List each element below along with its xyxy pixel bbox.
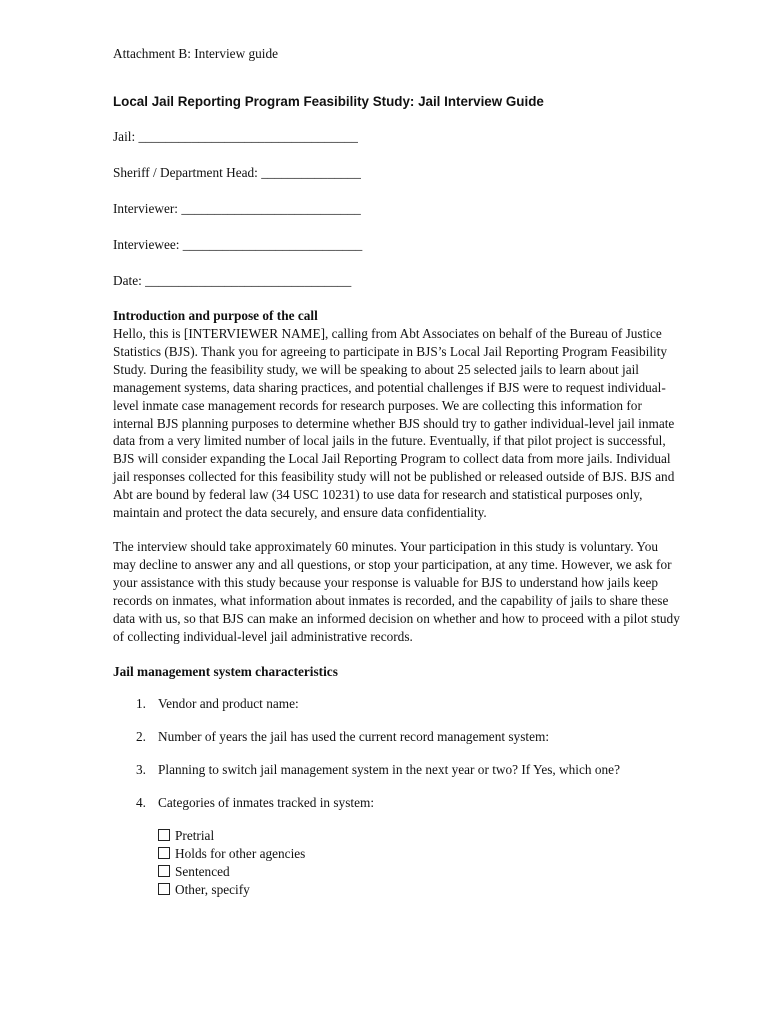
field-jail — [113, 127, 683, 147]
list-item — [113, 794, 683, 812]
question-text: Vendor and product name: — [158, 696, 299, 712]
checkbox-label: Other, specify — [175, 882, 250, 898]
field-interviewee — [113, 235, 683, 255]
checklist-item-sentenced — [158, 863, 683, 881]
question-number: 2. — [136, 729, 146, 745]
field-blank[interactable]: _______________ — [261, 165, 361, 180]
list-item — [113, 728, 683, 746]
checkbox-label: Holds for other agencies — [175, 846, 306, 862]
question-list — [113, 695, 683, 812]
checkbox-label: Sentenced — [175, 864, 230, 880]
field-label: Interviewer: — [113, 201, 178, 216]
checkbox[interactable] — [158, 865, 170, 877]
field-label: Jail: — [113, 129, 136, 144]
header-fields — [113, 127, 683, 291]
field-blank[interactable]: ___________________________ — [182, 237, 363, 252]
question-number: 4. — [136, 795, 146, 811]
field-blank[interactable]: _______________________________ — [145, 273, 352, 288]
field-label: Interviewee: — [113, 237, 180, 252]
inmate-category-checklist — [158, 827, 683, 899]
jms-heading: Jail management system characteristics — [113, 664, 338, 680]
checklist-item-holds — [158, 845, 683, 863]
field-interviewer — [113, 199, 683, 219]
field-blank[interactable]: ___________________________ — [181, 201, 361, 216]
field-date — [113, 271, 683, 291]
field-sheriff — [113, 163, 683, 183]
question-number: 1. — [136, 696, 146, 712]
question-text: Categories of inmates tracked in system: — [158, 795, 375, 811]
question-number: 3. — [136, 762, 146, 778]
question-text: Number of years the jail has used the current record management system: — [158, 729, 550, 745]
checkbox[interactable] — [158, 847, 170, 859]
document-title: Local Jail Reporting Program Feasibility Study: Jail Interview Guide — [113, 94, 544, 109]
list-item — [113, 695, 683, 713]
checklist-item-other — [158, 881, 683, 899]
intro-paragraph-2: The interview should take approximately 60 minutes. Your participation in this study is voluntary. You may decline to answer any and all questions, or stop your participation, at any time. However, we ask for your assistance with this study because your response is valuable for BJS to understand how jails keep records on inmates, what information about inmates is recorded, and the capability of jails to share these data with us, so that BJS can make an informed decision on whether and how to proceed with a pilot study of collecting individual-level jail administrative records. — [113, 538, 680, 644]
field-label: Date: — [113, 273, 142, 288]
intro-paragraph-1: Hello, this is [INTERVIEWER NAME], calling from Abt Associates on behalf of the Bureau of Justice Statistics (BJS). Thank you for agreeing to participate in BJS’s Local Jail Reporting Program Feasibility Study. During the feasibility study, we will be speaking to about 25 selected jails to learn about jail management systems, data sharing practices, and potential challenges if BJS were to request individual-level inmate case management records for research purposes. We are collecting this information for internal BJS planning purposes to determine whether BJS should try to gather individual-level jail inmate data from a very limited number of local jails in the future. Eventually, if that pilot project is successful, BJS will consider expanding the Local Jail Reporting Program to collect data from more jails. Individual jail responses collected for this feasibility study will not be published or released outside of BJS. BJS and Abt are bound by federal law (34 USC 10231) to use data for research and statistical purposes only, maintain and protect the data securely, and ensure data confidentiality. — [113, 326, 675, 521]
checkbox[interactable] — [158, 883, 170, 895]
checkbox[interactable] — [158, 829, 170, 841]
attachment-label: Attachment B: Interview guide — [113, 46, 279, 61]
field-blank[interactable]: _________________________________ — [138, 129, 358, 144]
checkbox-label: Pretrial — [175, 828, 215, 844]
document-page — [113, 44, 683, 899]
list-item — [113, 761, 683, 779]
intro-heading: Introduction and purpose of the call — [113, 308, 318, 323]
field-label: Sheriff / Department Head: — [113, 165, 258, 180]
checklist-item-pretrial — [158, 827, 683, 845]
question-text: Planning to switch jail management system in the next year or two? If Yes, which one? — [158, 762, 620, 778]
